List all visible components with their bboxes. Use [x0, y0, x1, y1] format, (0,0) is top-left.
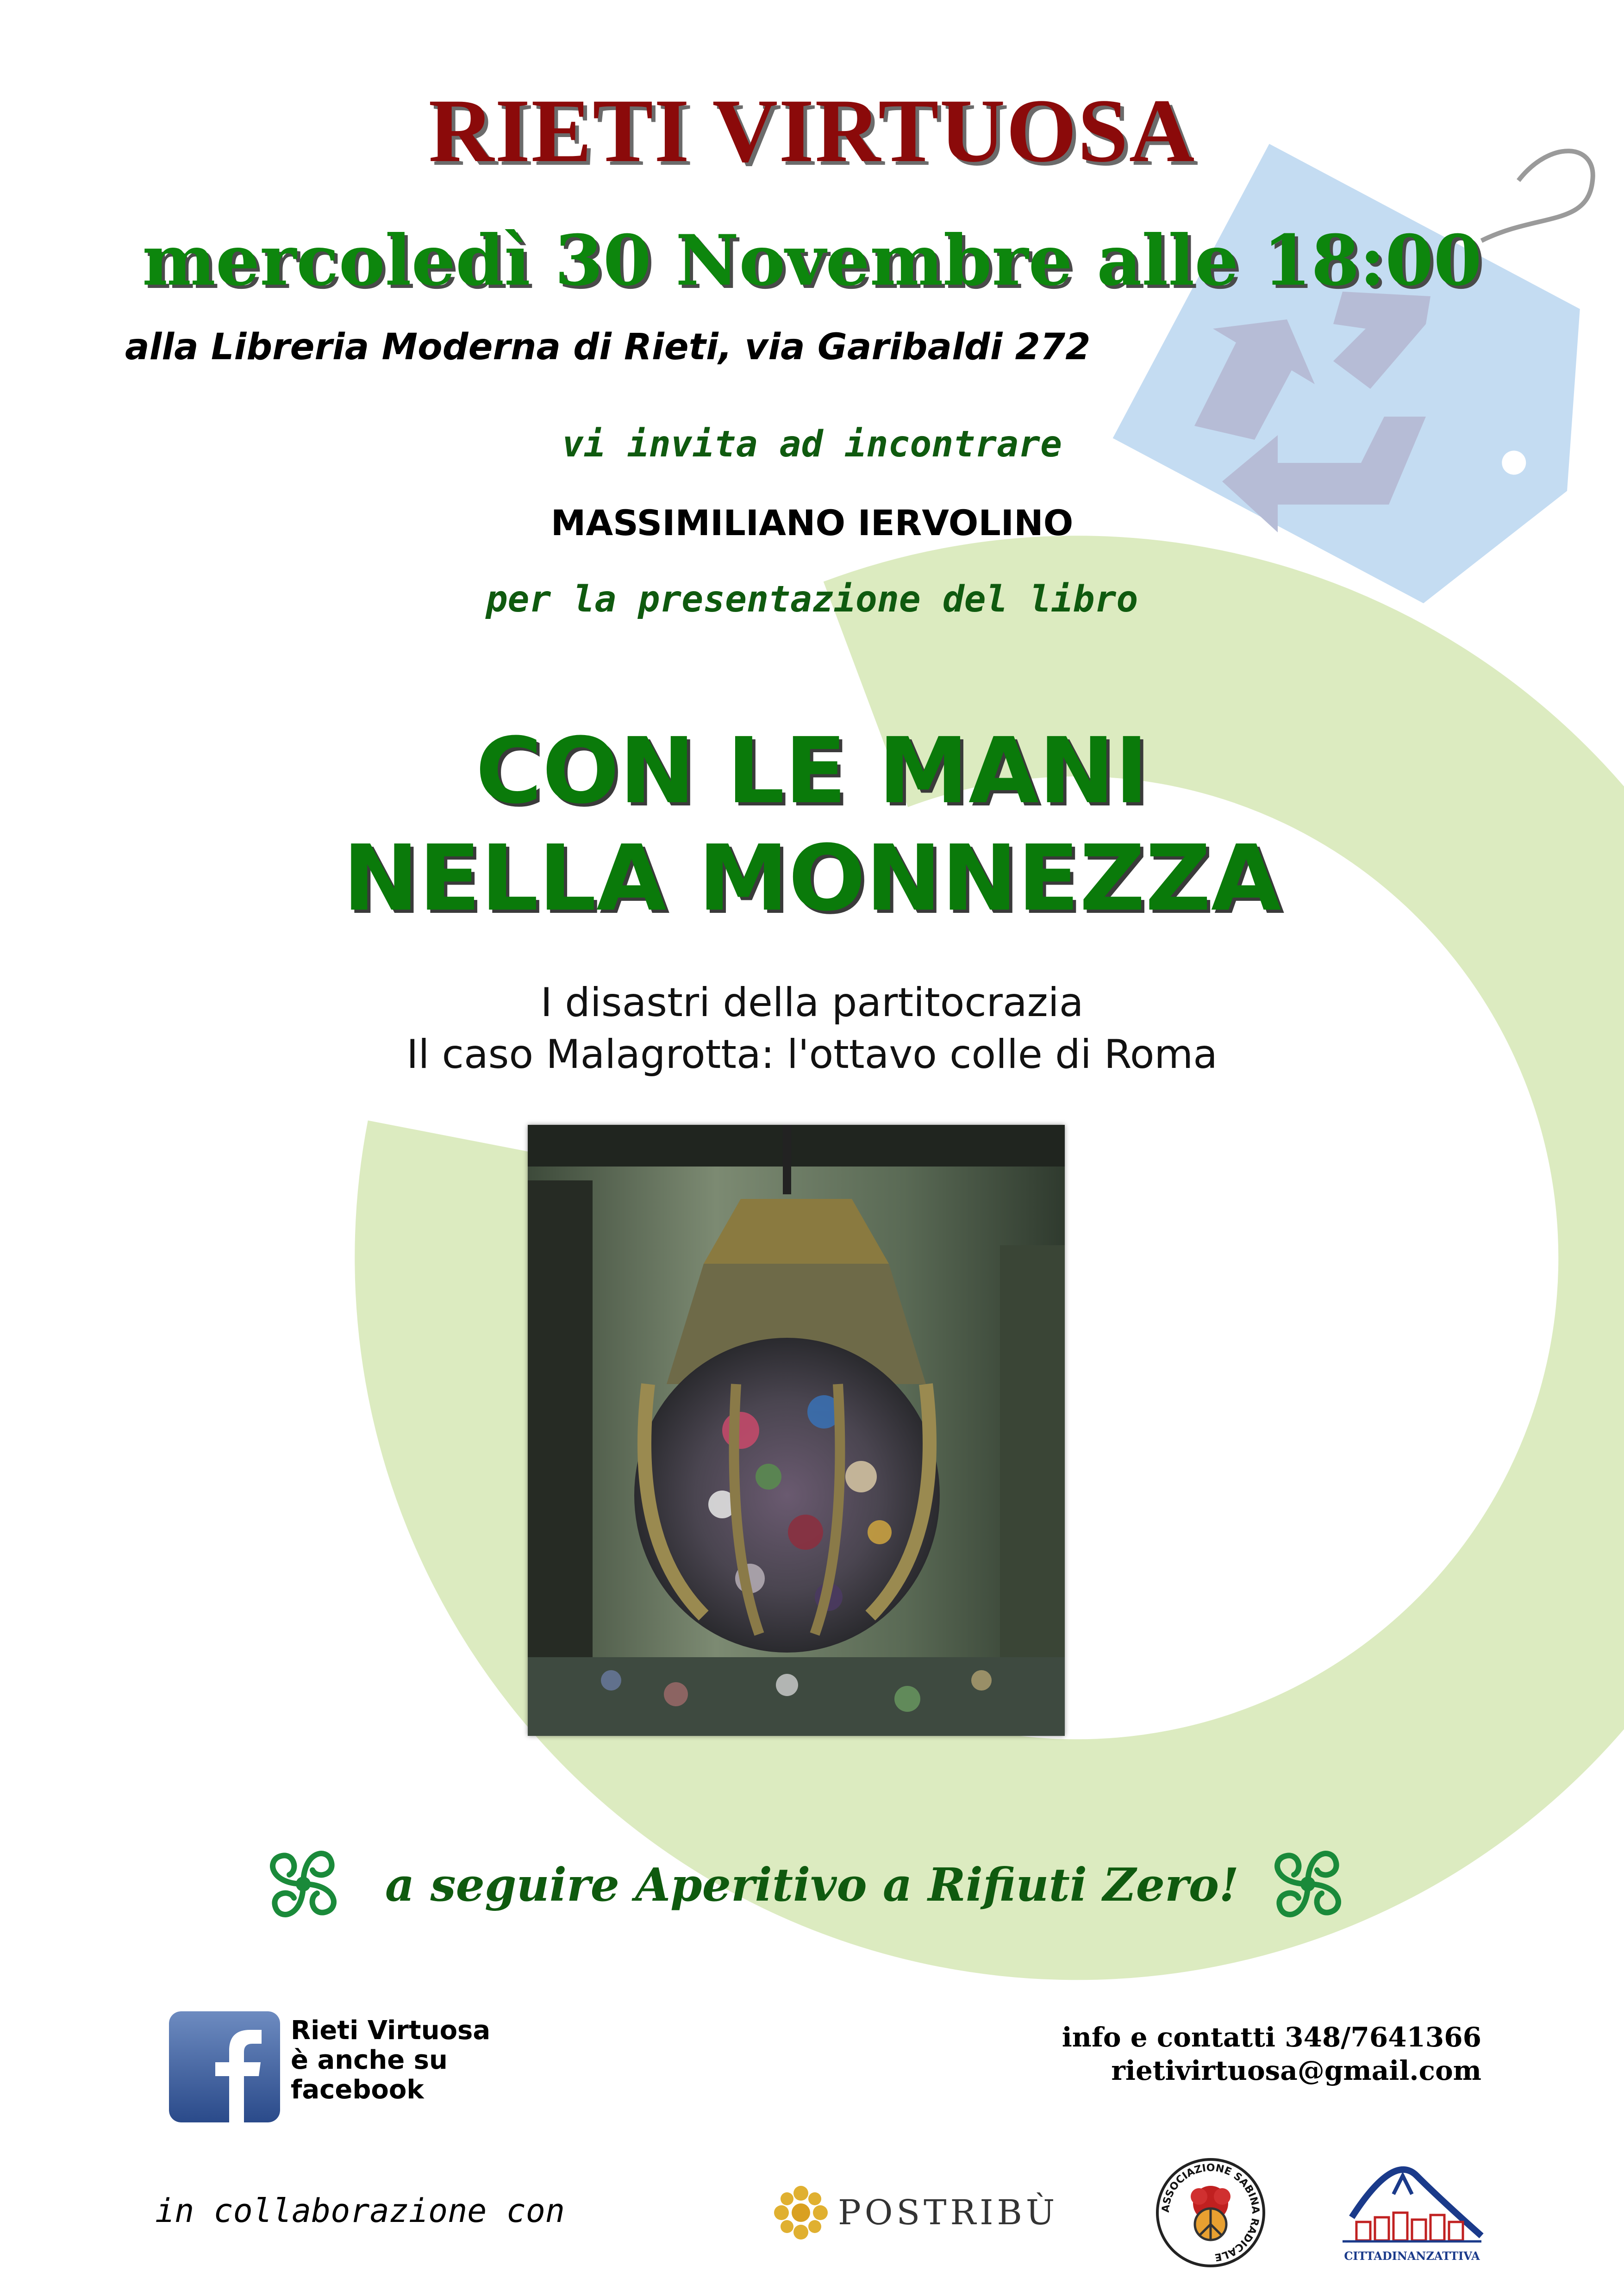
poster-title: RIETI VIRTUOSA [428, 81, 1196, 181]
book-subtitle-line-1: I disastri della partitocrazia [540, 980, 1084, 1026]
aperitivo-text: a seguire Aperitivo a Rifiuti Zero! [385, 1859, 1239, 1912]
book-subtitle [0, 977, 1624, 1080]
postribu-logo [768, 2178, 1083, 2247]
cittadinanzattiva-logo [1324, 2143, 1500, 2268]
sabina-radicale-logo [1153, 2155, 1268, 2271]
sun-flower-icon [774, 2186, 828, 2240]
flower-icon [1257, 1833, 1359, 1935]
contact-email[interactable]: rietivirtuosa@gmail.com [1111, 2055, 1481, 2086]
event-date: mercoledì 30 Novembre alle 18:00 [142, 220, 1482, 301]
contact-info: info e contatti 348/7641366 [1062, 2021, 1481, 2053]
cittadinanza-text: CITTADINANZATTIVA [1344, 2249, 1480, 2263]
facebook-line-1: Rieti Virtuosa [291, 2015, 491, 2046]
contacts-block [926, 2021, 1481, 2087]
facebook-icon[interactable] [169, 2011, 280, 2122]
book-title-line-1: CON LE MANI [475, 718, 1149, 824]
presentation-text: per la presentazione del libro [486, 579, 1138, 620]
collaboration-label: in collaborazione con [155, 2192, 565, 2230]
author-name: MASSIMILIANO IERVOLINO [550, 502, 1074, 543]
book-title-line-2: NELLA MONNEZZA [343, 826, 1281, 931]
postribu-text: POSTRIBÙ [838, 2193, 1059, 2233]
sabina-ring-text: ASSOCIAZIONE SABINA RADICALE [1160, 2162, 1262, 2263]
book-subtitle-line-2: Il caso Malagrotta: l'ottavo colle di Roma [406, 1031, 1218, 1078]
book-title [0, 718, 1624, 932]
event-venue: alla Libreria Moderna di Rieti, via Garibaldi 272 [125, 326, 1091, 368]
invite-text: vi invita ad incontrare [562, 424, 1062, 465]
facebook-line-2: è anche su [291, 2045, 448, 2075]
facebook-text [291, 2016, 490, 2105]
facebook-line-3: facebook [291, 2075, 424, 2105]
book-photo [528, 1125, 1065, 1736]
